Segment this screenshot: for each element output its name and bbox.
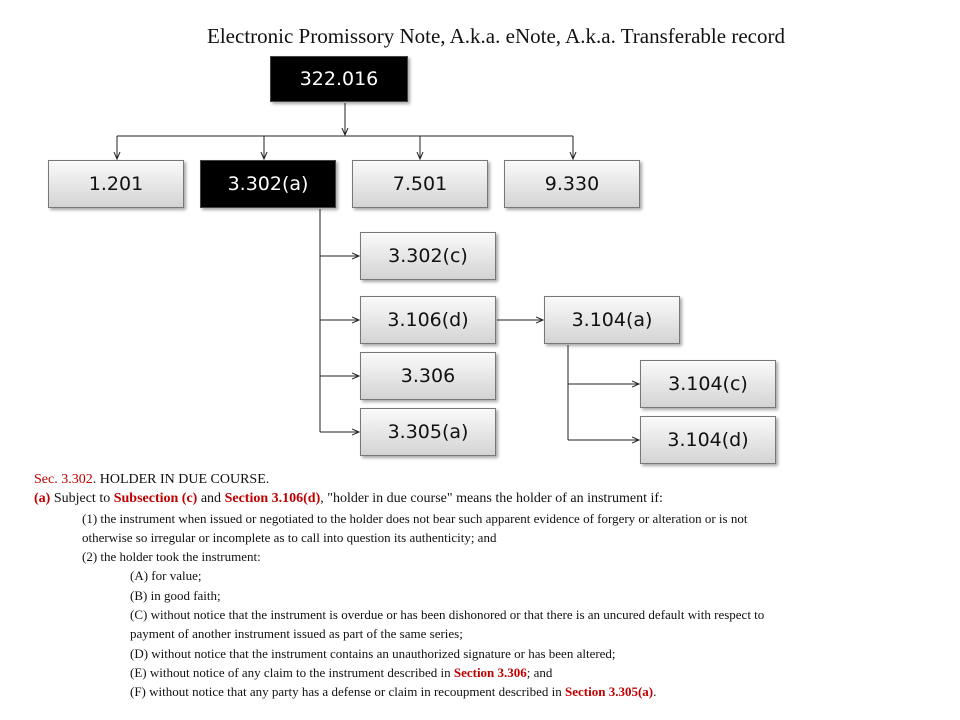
node-3-306: 3.306 (360, 352, 496, 400)
item-b: (B) in good faith; (130, 587, 221, 603)
para-1: (1) the instrument when issued or negotiated to the holder does not bear such apparent evidence of forgery or alteration or is not (82, 510, 748, 526)
node-3-104a: 3.104(a) (544, 296, 680, 344)
subsection-c-link: Subsection (c) (113, 491, 198, 507)
node-1-201: 1.201 (48, 160, 184, 208)
section-3-305a-link: Section 3.305(a) (565, 684, 654, 700)
para-2: (2) the holder took the instrument: (82, 549, 261, 565)
section-ref: Sec. 3.302 (34, 472, 93, 487)
node-3-106d: 3.106(d) (360, 296, 496, 344)
node-3-305a: 3.305(a) (360, 408, 496, 456)
para-1-cont: otherwise so irregular or incomplete as to call into question its authenticity; and (82, 529, 497, 545)
f-text: . (653, 684, 657, 700)
item-c-cont: payment of another instrument issued as part of the same series; (130, 626, 463, 642)
e-text: (E) without notice of any claim to the instrument described in (130, 664, 454, 680)
a-text: , "holder in due course" means the holder of an instrument if: (320, 491, 663, 507)
e-text: ; and (526, 664, 553, 680)
subsection-a (0, 489, 764, 508)
item-a: (A) for value; (130, 568, 202, 584)
node-9-330: 9.330 (504, 160, 640, 208)
section-3-306-link: Section 3.306 (453, 664, 527, 680)
f-text: (F) without notice that any party has a defense or claim in recoupment described in (130, 684, 565, 700)
a-text: and (197, 491, 225, 507)
item-c: (C) without notice that the instrument is overdue or has been dishonored or that there is an uncured default with respect to (130, 607, 765, 623)
item-f (0, 682, 764, 701)
a-text: Subject to (50, 491, 114, 507)
node-7-501: 7.501 (352, 160, 488, 208)
a-label: (a) (34, 491, 51, 507)
section-3-106d-link: Section 3.106(d) (224, 491, 321, 507)
item-d: (D) without notice that the instrument contains an unauthorized signature or has been altered; (130, 645, 616, 661)
node-3-302c: 3.302(c) (360, 232, 496, 280)
statute-text (0, 470, 764, 702)
node-3-104c: 3.104(c) (640, 360, 776, 408)
node-3-302a: 3.302(a) (200, 160, 336, 208)
item-e (0, 663, 764, 682)
node-3-104d: 3.104(d) (640, 416, 776, 464)
node-322-016: 322.016 (270, 56, 408, 102)
diagram-title: Electronic Promissory Note, A.k.a. eNote, A.k.a. Transferable record (207, 24, 785, 48)
section-heading (0, 470, 764, 489)
section-title: . HOLDER IN DUE COURSE. (92, 472, 270, 487)
